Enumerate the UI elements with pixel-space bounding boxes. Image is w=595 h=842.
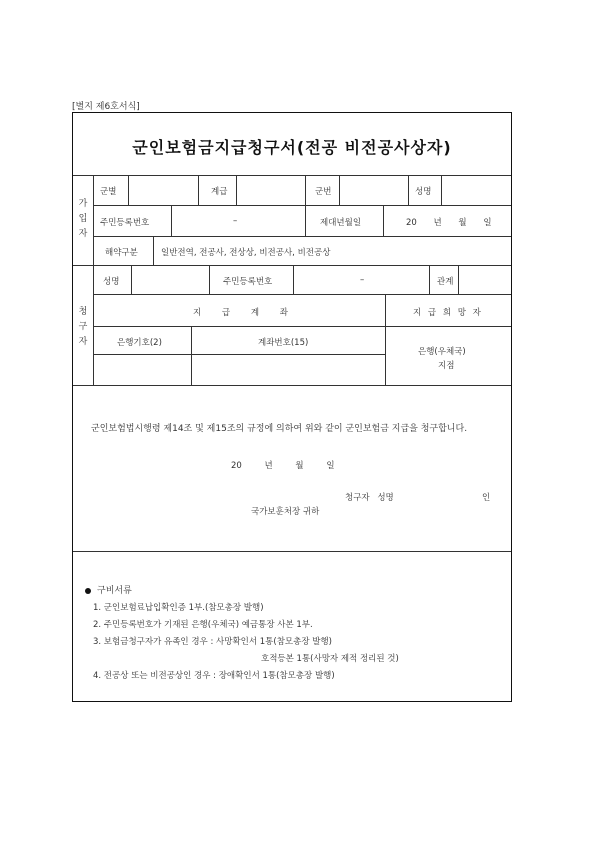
category-label: 해약구분	[105, 248, 138, 258]
bank-name-label: 은행(우체국)	[418, 347, 466, 357]
addressee: 국가보훈처장 귀하	[251, 507, 320, 517]
doc-item: 3. 보험금청구자가 유족인 경우 : 사망확인서 1통(참모총장 발행)	[93, 637, 332, 647]
doc-item: 호적등본 1통(사망자 제적 정리된 것)	[261, 654, 399, 664]
claimant-name-label: 성명	[103, 277, 120, 287]
insured-name-field[interactable]	[442, 176, 510, 205]
form-title: 군인보험금지급청구서(전공 비전공사상자)	[132, 138, 452, 157]
claimant-name-field[interactable]	[132, 266, 208, 294]
claim-form	[72, 112, 512, 702]
relation-field[interactable]	[459, 266, 510, 294]
category-options[interactable]: 일반전역, 전공사, 전상상, 비전공사, 비전공상	[161, 248, 331, 258]
discharge-date-label: 제대년월일	[320, 218, 362, 228]
service-no-field[interactable]	[340, 176, 407, 205]
account-number-field[interactable]	[192, 355, 384, 384]
insured-section-label: 가 입 자	[78, 199, 88, 239]
service-no-label: 군번	[315, 187, 332, 197]
declaration-date[interactable]: 20 년 월 일	[231, 461, 335, 471]
account-header: 지 급 계 좌	[193, 308, 297, 318]
insured-name-label: 성명	[415, 187, 432, 197]
doc-item: 1. 군인보험료납입확인증 1부.(참모총장 발행)	[93, 603, 264, 613]
insured-rrn-label: 주민등록번호	[100, 218, 150, 228]
bullet-icon	[85, 588, 91, 594]
claimant-rrn-field[interactable]: –	[360, 275, 365, 285]
form-reference: [별지 제6호서식]	[72, 102, 140, 112]
claimant-section-label: 청 구 자	[78, 307, 88, 347]
bank-code-label: 은행기호(2)	[117, 338, 162, 348]
rank-field[interactable]	[237, 176, 304, 205]
bank-code-field[interactable]	[94, 355, 190, 384]
relation-label: 관계	[437, 277, 454, 287]
seal-mark[interactable]: 인	[482, 493, 491, 503]
signer-label: 청구자 성명	[345, 493, 394, 503]
rank-label: 계급	[211, 187, 228, 197]
insured-rrn-field[interactable]: –	[233, 216, 238, 226]
unit-field[interactable]	[129, 176, 197, 205]
declaration-text: 군인보험법시행령 제14조 및 제15조의 규정에 의하여 위와 같이 군인보험금 지급을 청구합니다.	[91, 424, 468, 434]
account-number-label: 계좌번호(15)	[258, 338, 309, 348]
doc-item: 4. 전공상 또는 비전공상인 경우 : 장애확인서 1통(참모총장 발행)	[93, 671, 335, 681]
discharge-date-field[interactable]: 20 년 월 일	[406, 218, 492, 228]
branch-label: 지점	[438, 361, 455, 371]
divider	[73, 551, 511, 552]
unit-label: 군별	[100, 187, 117, 197]
divider	[73, 385, 511, 386]
doc-item: 2. 주민등록번호가 기재된 은행(우체국) 예금통장 사본 1부.	[93, 620, 313, 630]
desired-recipient-header: 지 급 희 망 자	[413, 308, 483, 318]
claimant-rrn-label: 주민등록번호	[223, 277, 273, 287]
required-docs-header: 구비서류	[85, 583, 132, 596]
